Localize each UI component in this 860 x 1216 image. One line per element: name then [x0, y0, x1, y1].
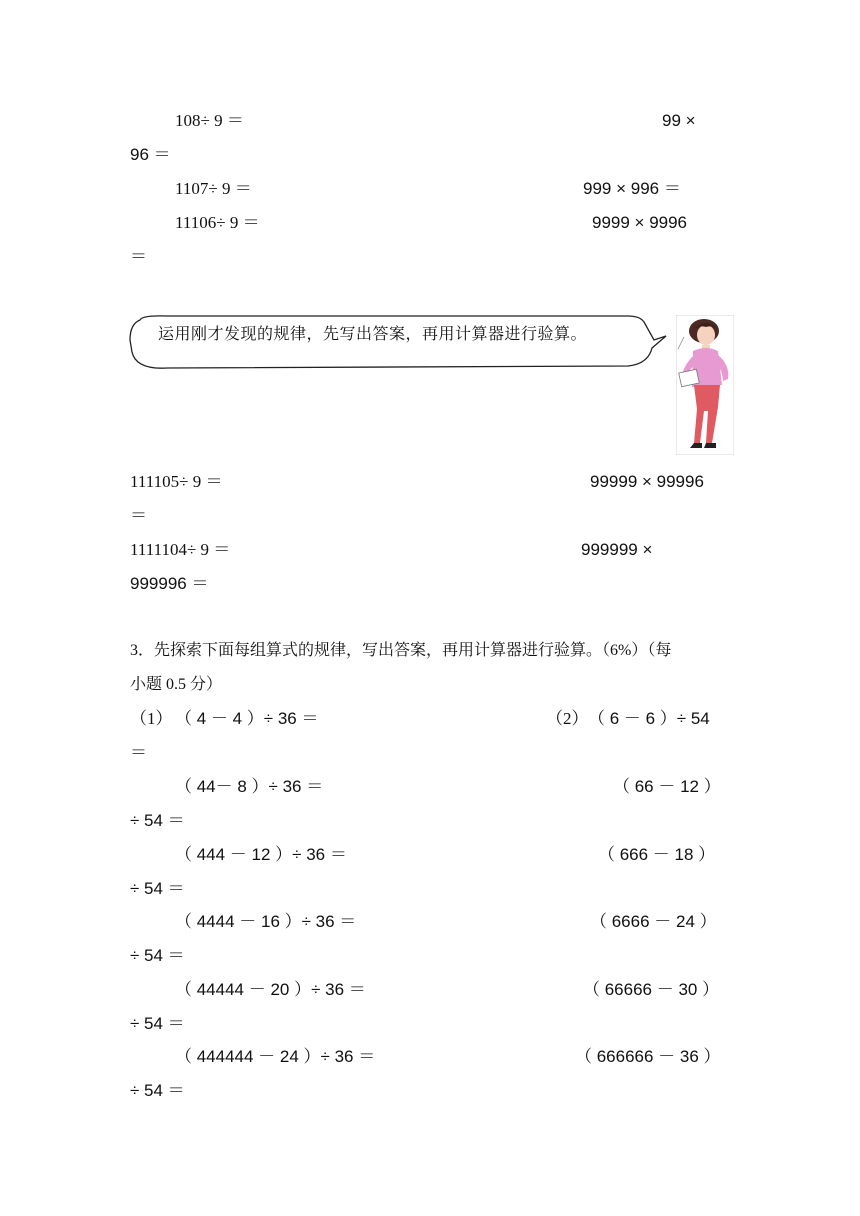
division-expr-1: 108÷ 9 ＝: [175, 111, 244, 130]
multiply-expr-3-line2: ＝: [130, 247, 147, 266]
question-3-title-cont: 小题 0.5 分）: [130, 676, 223, 693]
group-2-expr-3-line1: （ 666 － 18 ）: [598, 845, 716, 864]
group-1-expr-5: （ 44444 － 20 ）÷ 36 ＝: [175, 980, 366, 999]
group-1-expr-2: （ 44－ 8 ）÷ 36 ＝: [175, 777, 324, 796]
group-2-label: （2）: [546, 709, 589, 728]
multiply-expr-4-line2: ＝: [130, 506, 147, 525]
group-1-label: （1）: [130, 709, 173, 728]
group-2-expr-1-line1: （ 6 － 6 ）÷ 54: [588, 709, 710, 728]
question-3-title: 3．先探索下面每组算式的规律，写出答案，再用计算器进行验算。（6%）（每: [130, 642, 672, 659]
group-2-expr-6-line2: ÷ 54 ＝: [130, 1081, 185, 1100]
speech-bubble: [128, 312, 668, 374]
group-2-expr-2-line1: （ 66 － 12 ）: [613, 777, 721, 796]
division-expr-5: 1111104÷ 9 ＝: [130, 540, 231, 559]
girl-illustration: [676, 315, 734, 455]
multiply-expr-5-line2: 999996 ＝: [130, 574, 209, 593]
multiply-expr-2: 999 × 996 ＝: [583, 179, 681, 198]
multiply-expr-1-line2: 96 ＝: [130, 145, 171, 164]
division-expr-4: 111105÷ 9 ＝: [130, 472, 223, 491]
group-2-expr-3-line2: ÷ 54 ＝: [130, 879, 185, 898]
group-1-expr-6: （ 444444 － 24 ）÷ 36 ＝: [175, 1047, 376, 1066]
group-2-expr-4-line2: ÷ 54 ＝: [130, 946, 185, 965]
multiply-expr-1-line1: 99 ×: [662, 111, 696, 130]
group-2-expr-4-line1: （ 6666 － 24 ）: [590, 912, 717, 931]
group-1-expr-3: （ 444 － 12 ）÷ 36 ＝: [175, 845, 347, 864]
group-2-expr-2-line2: ÷ 54 ＝: [130, 811, 185, 830]
multiply-expr-3-line1: 9999 × 9996: [592, 213, 688, 232]
multiply-expr-4-line1: 99999 × 99996: [590, 472, 704, 491]
division-expr-3: 11106÷ 9 ＝: [175, 213, 260, 232]
group-2-expr-1-line2: ＝: [130, 743, 147, 762]
bubble-instruction: 运用刚才发现的规律，先写出答案，再用计算器进行验算。: [158, 324, 588, 343]
group-1-expr-4: （ 4444 － 16 ）÷ 36 ＝: [175, 912, 357, 931]
group-2-expr-5-line1: （ 66666 － 30 ）: [583, 980, 720, 999]
multiply-expr-5-line1: 999999 ×: [581, 540, 653, 559]
group-1-expr-1: （ 4 － 4 ）÷ 36 ＝: [175, 709, 319, 728]
group-2-expr-6-line1: （ 666666 － 36 ）: [575, 1047, 721, 1066]
division-expr-2: 1107÷ 9 ＝: [175, 179, 252, 198]
group-2-expr-5-line2: ÷ 54 ＝: [130, 1014, 185, 1033]
